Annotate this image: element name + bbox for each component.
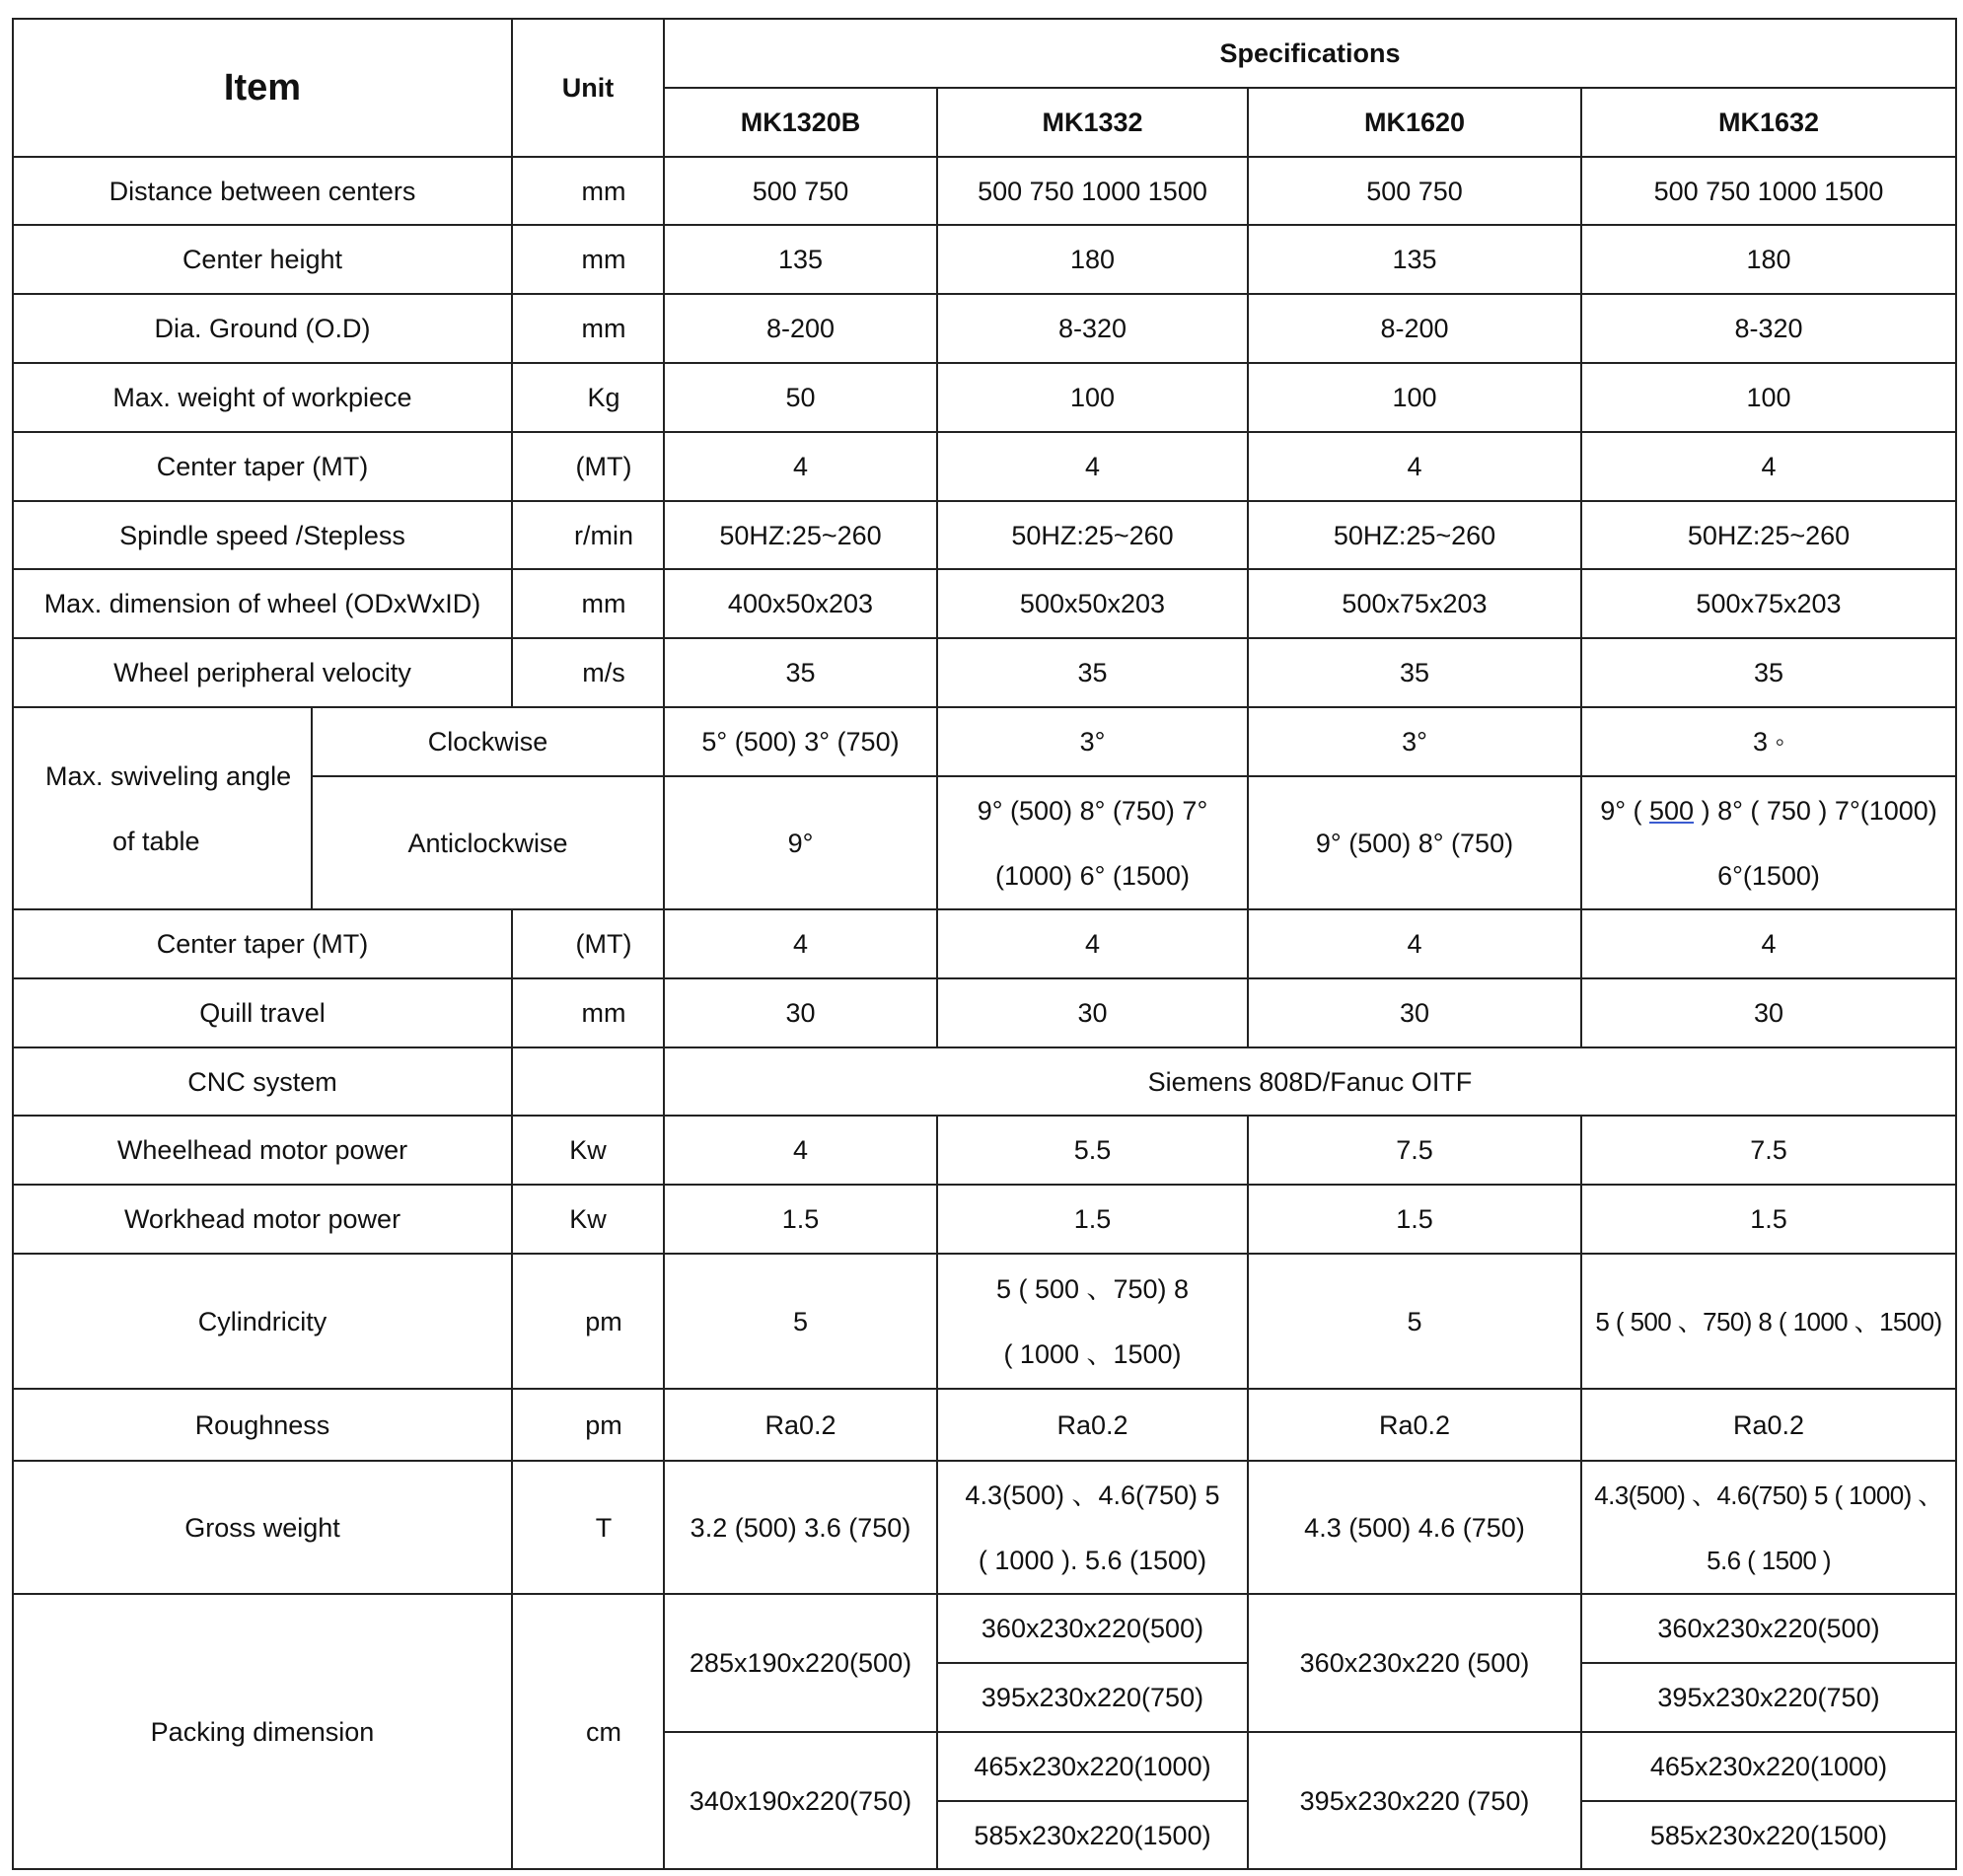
row-value: 4 xyxy=(937,909,1248,978)
row-unit: mm xyxy=(512,225,664,294)
row-label: Max. dimension of wheel (ODxWxID) xyxy=(13,569,512,638)
value-fragment: 9° ( xyxy=(1600,795,1650,826)
row-value: 30 xyxy=(1248,978,1581,1047)
row-unit: pm xyxy=(512,1389,664,1461)
row-value: 3.2 (500) 3.6 (750) xyxy=(664,1461,937,1594)
model-header: MK1620 xyxy=(1248,88,1581,157)
table-row xyxy=(13,157,1956,225)
packing-value: 340x190x220(750) xyxy=(664,1732,937,1869)
model-header: MK1632 xyxy=(1581,88,1956,157)
row-value: 5.5 xyxy=(937,1116,1248,1185)
row-unit: T xyxy=(512,1461,664,1594)
row-unit: Kw xyxy=(512,1185,664,1254)
row-value: 4 xyxy=(664,432,937,501)
row-value: 8-200 xyxy=(664,294,937,363)
row-value: 4 xyxy=(1581,909,1956,978)
row-unit: (MT) xyxy=(512,432,664,501)
unit-header: Unit xyxy=(512,19,664,157)
row-label: Quill travel xyxy=(13,978,512,1047)
packing-value: 395x230x220 (750) xyxy=(1248,1732,1581,1869)
row-value xyxy=(937,1461,1248,1594)
row-value: 5 ( 500 、750) 8 ( 1000 、1500) xyxy=(1581,1254,1956,1389)
row-value: 9° xyxy=(664,776,937,909)
row-unit: (MT) xyxy=(512,909,664,978)
row-label: CNC system xyxy=(13,1047,512,1116)
value-fragment: ) 8° ( 750 ) 7°(1000) xyxy=(1694,795,1937,826)
row-value: 5 xyxy=(664,1254,937,1389)
table-row xyxy=(13,432,1956,501)
row-value: 4 xyxy=(1248,432,1581,501)
row-value: 4 xyxy=(937,432,1248,501)
row-label: Distance between centers xyxy=(13,157,512,225)
packing-value: 465x230x220(1000) xyxy=(937,1732,1248,1801)
row-unit: mm xyxy=(512,569,664,638)
row-label: Cylindricity xyxy=(13,1254,512,1389)
row-value: 5° (500) 3° (750) xyxy=(664,707,937,776)
row-value: 8-320 xyxy=(937,294,1248,363)
value-line: ( 1000 、1500) xyxy=(1003,1338,1182,1369)
value-line: 6°(1500) xyxy=(1717,860,1820,891)
row-value: 100 xyxy=(1248,363,1581,432)
row-value: Ra0.2 xyxy=(1581,1389,1956,1461)
row-label: Spindle speed /Stepless xyxy=(13,501,512,569)
row-label: Packing dimension xyxy=(13,1594,512,1869)
row-value: 4 xyxy=(664,1116,937,1185)
value-line: 5 ( 500 、750) 8 xyxy=(995,1273,1190,1304)
row-value: 35 xyxy=(1581,638,1956,707)
table-row xyxy=(13,569,1956,638)
packing-value: 360x230x220(500) xyxy=(1581,1594,1956,1663)
model-header: MK1320B xyxy=(664,88,937,157)
row-label: Dia. Ground (O.D) xyxy=(13,294,512,363)
row-value: 500x50x203 xyxy=(937,569,1248,638)
value-fragment: 500 xyxy=(1649,795,1695,826)
row-unit: mm xyxy=(512,294,664,363)
table-row xyxy=(13,707,1956,776)
spec-table xyxy=(12,18,1957,1870)
row-value: Ra0.2 xyxy=(937,1389,1248,1461)
row-value xyxy=(1581,1461,1956,1594)
row-value: Ra0.2 xyxy=(664,1389,937,1461)
table-row xyxy=(13,225,1956,294)
table-row xyxy=(13,294,1956,363)
row-value: Ra0.2 xyxy=(1248,1389,1581,1461)
row-value: 30 xyxy=(937,978,1248,1047)
row-unit: Kw xyxy=(512,1116,664,1185)
item-header: Item xyxy=(13,19,512,157)
packing-value: 585x230x220(1500) xyxy=(937,1801,1248,1869)
row-unit: m/s xyxy=(512,638,664,707)
row-value: 8-320 xyxy=(1581,294,1956,363)
row-unit: cm xyxy=(512,1594,664,1869)
table-row xyxy=(13,1461,1956,1594)
row-unit: r/min xyxy=(512,501,664,569)
anticlockwise-label: Anticlockwise xyxy=(312,776,664,909)
swivel-label xyxy=(13,707,312,909)
row-label: Wheelhead motor power xyxy=(13,1116,512,1185)
row-unit: mm xyxy=(512,978,664,1047)
row-value: 500 750 1000 1500 xyxy=(1581,157,1956,225)
clockwise-label: Clockwise xyxy=(312,707,664,776)
row-value: 7.5 xyxy=(1581,1116,1956,1185)
specifications-header: Specifications xyxy=(664,19,1956,88)
row-value: 3 ◦ xyxy=(1581,707,1956,776)
row-value: 50 xyxy=(664,363,937,432)
row-value: 35 xyxy=(937,638,1248,707)
value-line: 5.6 ( 1500 ) xyxy=(1707,1545,1831,1575)
row-value: 180 xyxy=(1581,225,1956,294)
table-row xyxy=(13,1185,1956,1254)
row-unit: mm xyxy=(512,157,664,225)
packing-value: 465x230x220(1000) xyxy=(1581,1732,1956,1801)
table-row xyxy=(13,501,1956,569)
row-value: 135 xyxy=(664,225,937,294)
value-line: 9° (500) 8° (750) 7° xyxy=(977,795,1208,826)
table-row xyxy=(13,978,1956,1047)
packing-value: 585x230x220(1500) xyxy=(1581,1801,1956,1869)
packing-value: 360x230x220 (500) xyxy=(1248,1594,1581,1732)
row-value: 1.5 xyxy=(937,1185,1248,1254)
row-value: 100 xyxy=(1581,363,1956,432)
row-unit: Kg xyxy=(512,363,664,432)
row-value: 7.5 xyxy=(1248,1116,1581,1185)
value-line: 4.3(500) 、4.6(750) 5 xyxy=(965,1479,1220,1510)
swivel-label-line1: Max. swiveling angle xyxy=(45,760,292,791)
row-value: 135 xyxy=(1248,225,1581,294)
cnc-value: Siemens 808D/Fanuc OITF xyxy=(664,1047,1956,1116)
row-value: 35 xyxy=(664,638,937,707)
packing-value: 395x230x220(750) xyxy=(1581,1663,1956,1732)
row-label: Wheel peripheral velocity xyxy=(13,638,512,707)
row-value: 500x75x203 xyxy=(1248,569,1581,638)
row-unit: pm xyxy=(512,1254,664,1389)
row-value xyxy=(937,1254,1248,1389)
packing-value: 285x190x220(500) xyxy=(664,1594,937,1732)
row-value xyxy=(1581,776,1956,909)
row-value: 1.5 xyxy=(1248,1185,1581,1254)
row-value: 100 xyxy=(937,363,1248,432)
row-value: 8-200 xyxy=(1248,294,1581,363)
packing-value: 395x230x220(750) xyxy=(937,1663,1248,1732)
row-label: Workhead motor power xyxy=(13,1185,512,1254)
table-row xyxy=(13,1116,1956,1185)
row-value: 500 750 1000 1500 xyxy=(937,157,1248,225)
row-value: 50HZ:25~260 xyxy=(664,501,937,569)
row-value: 35 xyxy=(1248,638,1581,707)
row-label: Gross weight xyxy=(13,1461,512,1594)
table-row xyxy=(13,363,1956,432)
row-label: Center taper (MT) xyxy=(13,909,512,978)
row-value: 400x50x203 xyxy=(664,569,937,638)
row-value: 5 xyxy=(1248,1254,1581,1389)
table-row xyxy=(13,909,1956,978)
row-value: 30 xyxy=(1581,978,1956,1047)
row-label: Center taper (MT) xyxy=(13,432,512,501)
row-unit xyxy=(512,1047,664,1116)
value-line xyxy=(1586,778,1951,843)
table-row xyxy=(13,1047,1956,1116)
row-label: Roughness xyxy=(13,1389,512,1461)
row-value: 4 xyxy=(1581,432,1956,501)
row-value: 3° xyxy=(937,707,1248,776)
value-line: (1000) 6° (1500) xyxy=(995,860,1190,891)
row-value xyxy=(937,776,1248,909)
row-value: 500 750 xyxy=(664,157,937,225)
row-value: 50HZ:25~260 xyxy=(1581,501,1956,569)
row-value: 4.3 (500) 4.6 (750) xyxy=(1248,1461,1581,1594)
swivel-label-line2: of table xyxy=(112,826,200,856)
row-value: 30 xyxy=(664,978,937,1047)
row-value: 1.5 xyxy=(1581,1185,1956,1254)
model-header: MK1332 xyxy=(937,88,1248,157)
row-label: Max. weight of workpiece xyxy=(13,363,512,432)
row-value: 50HZ:25~260 xyxy=(1248,501,1581,569)
row-value: 4 xyxy=(664,909,937,978)
table-row xyxy=(13,638,1956,707)
row-value: 180 xyxy=(937,225,1248,294)
row-label: Center height xyxy=(13,225,512,294)
packing-value: 360x230x220(500) xyxy=(937,1594,1248,1663)
row-value: 1.5 xyxy=(664,1185,937,1254)
row-value: 9° (500) 8° (750) xyxy=(1248,776,1581,909)
table-row xyxy=(13,1594,1956,1663)
row-value: 4 xyxy=(1248,909,1581,978)
value-line: ( 1000 ). 5.6 (1500) xyxy=(978,1545,1207,1575)
table-row xyxy=(13,1389,1956,1461)
row-value: 50HZ:25~260 xyxy=(937,501,1248,569)
value-line: 4.3(500) 、4.6(750) 5 ( 1000) 、 xyxy=(1594,1479,1943,1510)
row-value: 500x75x203 xyxy=(1581,569,1956,638)
row-value: 500 750 xyxy=(1248,157,1581,225)
table-row xyxy=(13,1254,1956,1389)
row-value: 3° xyxy=(1248,707,1581,776)
